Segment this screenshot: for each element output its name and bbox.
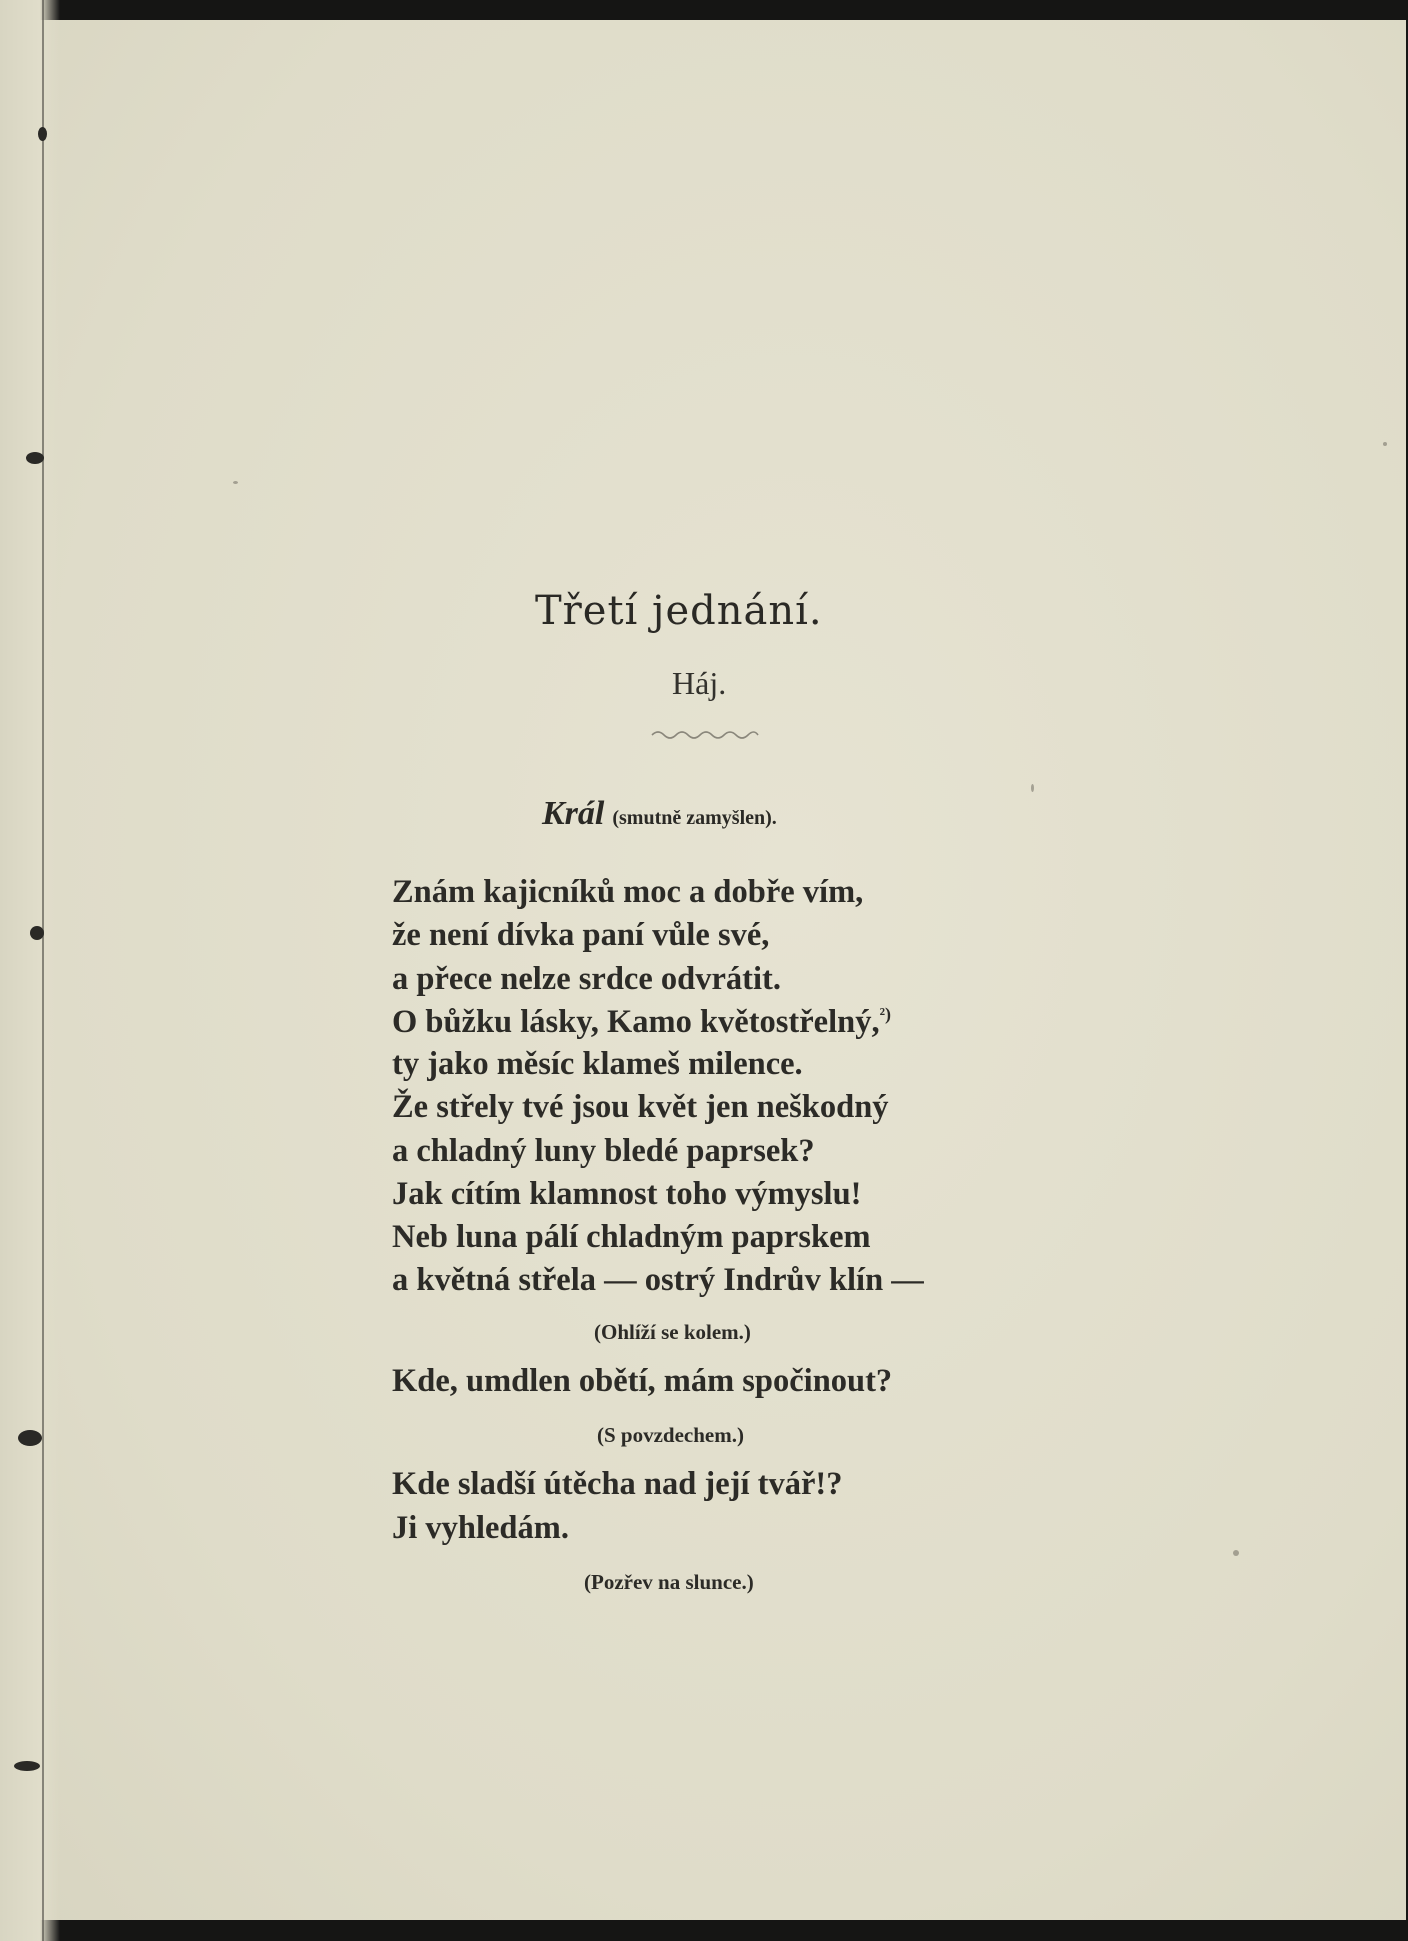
speaker-direction: (smutně zamyšlen). xyxy=(612,807,777,829)
verse-line: Ji vyhledám. xyxy=(392,1510,569,1546)
wave-ornament xyxy=(650,727,760,741)
binding-stitch xyxy=(38,127,47,141)
verse-line xyxy=(392,1004,891,1041)
verse-line: a květná střela — ostrý Indrův klín — xyxy=(392,1262,924,1298)
verse-line: Znám kajicníků moc a dobře vím, xyxy=(392,874,864,910)
binding-thread xyxy=(42,0,44,1941)
act-title: Třetí jednání. xyxy=(535,588,823,634)
binding-stitch xyxy=(26,452,44,464)
verse-line: Neb luna pálí chladným paprskem xyxy=(392,1219,871,1255)
binding-stitch xyxy=(30,926,44,940)
verse-line: Kde sladší útěcha nad její tvář!? xyxy=(392,1466,843,1502)
paper-speck xyxy=(1233,1550,1239,1556)
verse-line: Jak cítím klamnost toho výmyslu! xyxy=(392,1176,862,1212)
scene-heading: Háj. xyxy=(672,665,727,701)
speaker-name: Král xyxy=(542,795,605,832)
speaker-heading xyxy=(542,795,777,833)
stage-direction: (Ohlíží se kolem.) xyxy=(594,1320,751,1344)
stage-direction: (Pozřev na slunce.) xyxy=(584,1570,754,1594)
binding-gutter xyxy=(0,0,60,1941)
verse-line: a přece nelze srdce odvrátit. xyxy=(392,961,781,997)
verse-line-text: O bůžku lásky, Kamo květostřelný, xyxy=(392,1004,880,1040)
verse-line: ty jako měsíc klameš milence. xyxy=(392,1046,803,1082)
stage-direction: (S povzdechem.) xyxy=(597,1423,744,1447)
verse-line: že není dívka paní vůle své, xyxy=(392,917,770,953)
footnote-mark: ²) xyxy=(879,1004,891,1025)
verse-line: Že střely tvé jsou květ jen neškodný xyxy=(392,1089,889,1125)
binding-stitch xyxy=(18,1430,42,1446)
verse-line: a chladný luny bledé paprsek? xyxy=(392,1133,815,1169)
paper-speck xyxy=(233,481,238,484)
paper-speck xyxy=(1383,442,1387,446)
binding-stitch xyxy=(14,1761,40,1771)
paper-speck xyxy=(1031,784,1034,792)
verse-line: Kde, umdlen obětí, mám spočinout? xyxy=(392,1363,893,1399)
